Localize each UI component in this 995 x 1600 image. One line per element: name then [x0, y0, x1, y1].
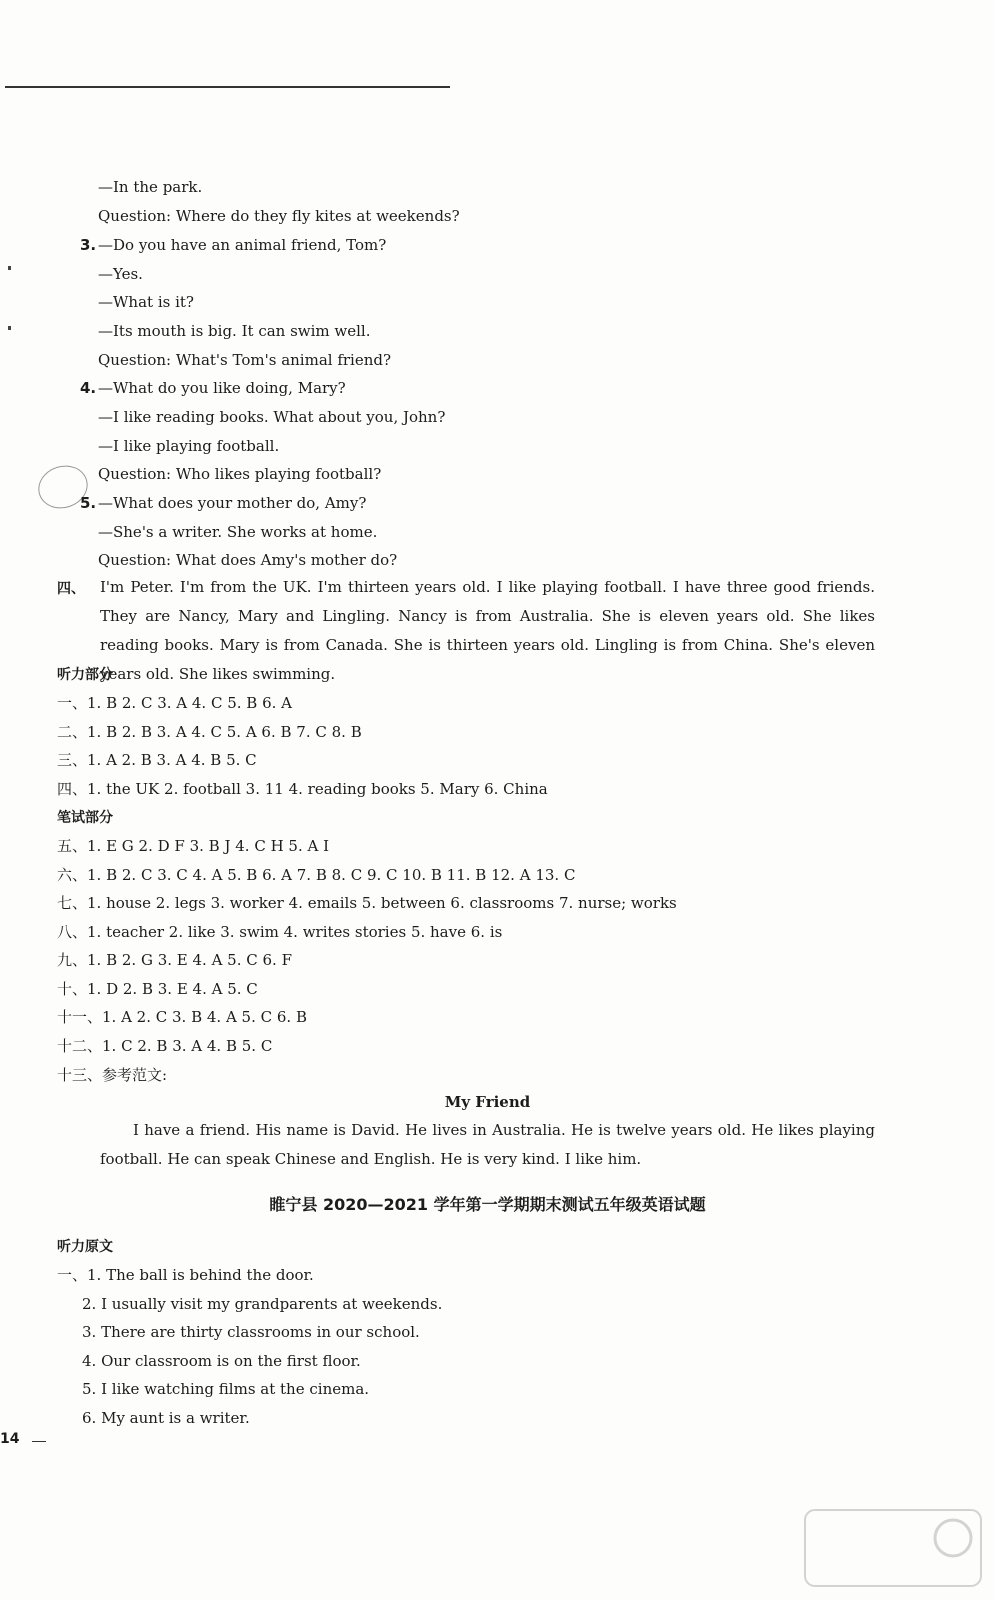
section-four-passage: I'm Peter. I'm from the UK. I'm thirteen years old. I like playing football. I have three good friends. They are Nancy, Mary and Lingling. Nancy is from Australia. She is eleven years old. She likes reading books. Mary is from Canada. She is thirteen years old. Lingling is from China. She's eleven years old. She likes swimming. [100, 578, 875, 683]
top-rule [5, 86, 450, 88]
transcript-line: 5. I like watching films at the cinema. [82, 1380, 370, 1398]
written-heading: 笔试部分 [57, 810, 113, 826]
transcript-line: 2. I usually visit my grandparents at weekends. [82, 1295, 443, 1313]
watermark-logo [803, 1508, 983, 1588]
dialogue-question: Question: Who likes playing football? [98, 465, 382, 483]
answer-row: 十、1. D 2. B 3. E 4. A 5. C [57, 980, 258, 998]
question-number: 5. [80, 494, 97, 512]
answer-row: 十二、1. C 2. B 3. A 4. B 5. C [57, 1037, 273, 1055]
transcript-line: 6. My aunt is a writer. [82, 1409, 250, 1427]
transcript-line: 4. Our classroom is on the first floor. [82, 1352, 361, 1370]
answer-row: 七、1. house 2. legs 3. worker 4. emails 5. between 6. classrooms 7. nurse; works [57, 894, 677, 912]
question-number: 4. [80, 379, 97, 397]
answer-row: 四、1. the UK 2. football 3. 11 4. reading books 5. Mary 6. China [57, 780, 548, 798]
answer-row: 八、1. teacher 2. like 3. swim 4. writes stories 5. have 6. is [57, 923, 503, 941]
dialogue-question: Question: What's Tom's animal friend? [98, 351, 392, 369]
answer-row: 二、1. B 2. B 3. A 4. C 5. A 6. B 7. C 8. B [57, 723, 362, 741]
listening-heading: 听力部分 [57, 667, 113, 683]
dialogue-line: —What is it? [98, 293, 194, 311]
dialogue-line: —In the park. [98, 178, 203, 196]
dialogue-question: Question: Where do they fly kites at weekends? [98, 207, 460, 225]
dialogue-line: —What does your mother do, Amy? [98, 494, 367, 512]
transcript-line: 一、1. The ball is behind the door. [57, 1266, 314, 1284]
question-number: 3. [80, 236, 97, 254]
section-label: 四、 [57, 581, 85, 597]
dialogue-question: Question: What does Amy's mother do? [98, 551, 398, 569]
transcript-line: 3. There are thirty classrooms in our school. [82, 1323, 420, 1341]
margin-mark [8, 266, 11, 270]
dialogue-line: —Do you have an animal friend, Tom? [98, 236, 387, 254]
answer-row: 三、1. A 2. B 3. A 4. B 5. C [57, 751, 257, 769]
essay-body: I have a friend. His name is David. He lives in Australia. He is twelve years old. He likes playing football. He can speak Chinese and English. He is very kind. I like him. [100, 1121, 875, 1168]
page-number: 14 [0, 1431, 20, 1447]
answer-row: 五、1. E G 2. D F 3. B J 4. C H 5. A I [57, 837, 330, 855]
dialogue-line: —She's a writer. She works at home. [98, 523, 378, 541]
test-title: 睢宁县 2020—2021 学年第一学期期末测试五年级英语试题 [269, 1195, 706, 1214]
answer-row: 六、1. B 2. C 3. C 4. A 5. B 6. A 7. B 8. C 9. C 10. B 11. B 12. A 13. C [57, 866, 576, 884]
answer-row: 九、1. B 2. G 3. E 4. A 5. C 6. F [57, 951, 292, 969]
footer-rule [32, 1441, 46, 1442]
answer-row: 十三、参考范文: [57, 1066, 168, 1084]
dialogue-line: —Its mouth is big. It can swim well. [98, 322, 371, 340]
answer-row: 十一、1. A 2. C 3. B 4. A 5. C 6. B [57, 1008, 307, 1026]
essay-title: My Friend [444, 1093, 531, 1111]
dialogue-line: —I like playing football. [98, 437, 280, 455]
dialogue-line: —Yes. [98, 265, 143, 283]
dialogue-line: —I like reading books. What about you, John? [98, 408, 446, 426]
margin-mark [8, 326, 11, 330]
dialogue-line: —What do you like doing, Mary? [98, 379, 346, 397]
answer-row: 一、1. B 2. C 3. A 4. C 5. B 6. A [57, 694, 292, 712]
transcript-heading: 听力原文 [57, 1239, 113, 1255]
